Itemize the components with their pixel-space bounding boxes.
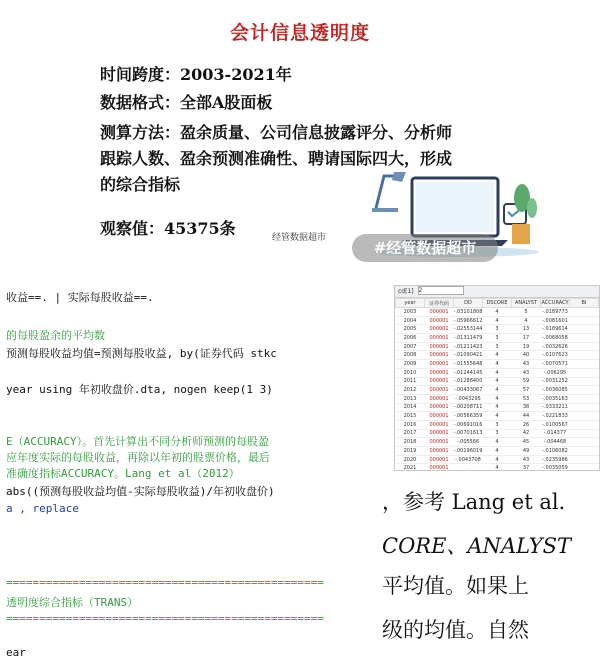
table-cell[interactable]: -.0035163 bbox=[542, 395, 568, 402]
table-cell[interactable] bbox=[570, 368, 599, 377]
code-line: 预测每股收益均值=预测每股收益, by(证券代码 stkc bbox=[6, 347, 277, 360]
paper-line: 平均值。如果上 bbox=[382, 574, 529, 598]
table-cell[interactable]: -.01288400 bbox=[453, 378, 483, 385]
table-cell[interactable]: 19 bbox=[512, 342, 541, 351]
obs-row bbox=[100, 216, 236, 242]
table-cell[interactable]: 3 bbox=[483, 429, 512, 438]
method-value-line2: 跟踪人数、盈余预测准确性、聘请国际四大，形成 bbox=[100, 149, 453, 168]
period-row bbox=[100, 62, 292, 88]
code-comment: 的每股盈余的平均数 bbox=[6, 329, 105, 342]
table-cell[interactable] bbox=[570, 386, 599, 395]
table-cell[interactable]: 59 bbox=[512, 377, 541, 386]
table-cell[interactable]: 40 bbox=[512, 351, 541, 360]
watermark-pill: #经管数据超市 bbox=[352, 234, 498, 262]
table-cell[interactable]: 2013 bbox=[396, 394, 425, 403]
table-cell[interactable]: 4 bbox=[483, 308, 512, 317]
method-value-line1: 盈余质量、公司信息披露评分、分析师 bbox=[180, 123, 453, 142]
table-cell[interactable] bbox=[570, 342, 599, 351]
table-row[interactable] bbox=[396, 420, 599, 429]
table-cell[interactable]: 000001 bbox=[425, 308, 454, 317]
table-cell[interactable]: 37 bbox=[512, 464, 541, 471]
table-cell[interactable]: -.00433067 bbox=[453, 387, 483, 394]
table-row[interactable] bbox=[396, 429, 599, 438]
table-cell[interactable]: 26 bbox=[512, 420, 541, 429]
grid-cell-ref: cd[1] bbox=[398, 288, 414, 295]
table-row[interactable] bbox=[396, 455, 599, 464]
table-cell[interactable]: -.0107623 bbox=[542, 352, 568, 359]
table-cell[interactable]: 2012 bbox=[396, 386, 425, 395]
table-cell[interactable]: 2021 bbox=[396, 464, 425, 471]
table-cell[interactable]: 4 bbox=[483, 316, 512, 325]
table-cell[interactable]: 000001 bbox=[425, 420, 454, 429]
table-cell[interactable]: 17 bbox=[512, 334, 541, 343]
column-header[interactable]: 证券代码 bbox=[425, 299, 454, 308]
table-cell[interactable]: 57 bbox=[512, 386, 541, 395]
table-row[interactable] bbox=[396, 325, 599, 334]
table-cell[interactable]: -.01211423 bbox=[453, 343, 483, 350]
table-row[interactable] bbox=[396, 394, 599, 403]
table-row[interactable] bbox=[396, 377, 599, 386]
table-cell[interactable]: 3 bbox=[483, 420, 512, 429]
grid-command-bar bbox=[395, 286, 599, 298]
table-cell[interactable]: -.006295 bbox=[541, 368, 570, 377]
table-cell[interactable]: -.0189614 bbox=[542, 326, 568, 333]
table-cell[interactable]: 4 bbox=[483, 386, 512, 395]
table-cell[interactable]: -.02553144 bbox=[453, 326, 483, 333]
table-cell[interactable]: -.0221833 bbox=[542, 413, 568, 420]
table-cell[interactable]: -.0081601 bbox=[542, 317, 568, 324]
table-row[interactable] bbox=[396, 447, 599, 456]
table-cell[interactable]: 4 bbox=[483, 351, 512, 360]
table-cell[interactable]: 3 bbox=[483, 334, 512, 343]
table-cell[interactable] bbox=[570, 412, 599, 421]
table-cell[interactable]: 000001 bbox=[425, 403, 454, 412]
table-cell[interactable]: -.0070571 bbox=[542, 360, 568, 367]
period-value: 2003-2021年 bbox=[180, 65, 292, 84]
table-cell[interactable]: -.0068058 bbox=[542, 334, 568, 341]
table-cell[interactable]: 2008 bbox=[396, 351, 425, 360]
table-cell[interactable]: 000001 bbox=[425, 412, 454, 421]
grid-cell-input[interactable]: 2 bbox=[418, 286, 464, 295]
paper-line: ，参考 Lang et al. bbox=[382, 490, 566, 514]
table-cell[interactable] bbox=[570, 394, 599, 403]
table-cell[interactable]: -.014377 bbox=[541, 429, 570, 438]
obs-value: 45375条 bbox=[164, 219, 236, 238]
table-cell[interactable]: -.0035059 bbox=[542, 465, 568, 471]
table-cell[interactable]: -.0043295 bbox=[455, 395, 481, 402]
table-cell[interactable]: 42 bbox=[512, 429, 541, 438]
code-line: a , replace bbox=[6, 502, 79, 515]
code-comment: 应年度实际的每股收益，再除以年初的股票价格，最后 bbox=[6, 451, 270, 464]
table-row[interactable] bbox=[396, 334, 599, 343]
table-cell[interactable]: 000001 bbox=[425, 438, 454, 447]
data-table bbox=[395, 298, 599, 471]
table-cell[interactable] bbox=[570, 438, 599, 447]
table-cell[interactable] bbox=[570, 429, 599, 438]
table-cell[interactable]: 53 bbox=[512, 394, 541, 403]
table-cell[interactable]: 2014 bbox=[396, 403, 425, 412]
table-row[interactable] bbox=[396, 342, 599, 351]
format-row bbox=[100, 90, 272, 116]
table-cell[interactable]: 2003 bbox=[396, 308, 425, 317]
table-row[interactable] bbox=[396, 316, 599, 325]
paper-line: 级的均值。自然 bbox=[382, 618, 529, 642]
method-value-line3: 的综合指标 bbox=[100, 175, 181, 194]
table-cell[interactable]: -.0100567 bbox=[542, 421, 568, 428]
table-cell[interactable]: 2005 bbox=[396, 325, 425, 334]
table-cell[interactable]: 4 bbox=[483, 360, 512, 369]
table-cell[interactable]: 43 bbox=[512, 455, 541, 464]
column-header[interactable]: ACCURACY bbox=[541, 300, 569, 306]
table-cell[interactable]: 4 bbox=[483, 394, 512, 403]
code-comment: 准确度指标ACCURACY。Lang et al（2012） bbox=[6, 467, 240, 480]
table-cell[interactable]: -.0189773 bbox=[542, 308, 568, 315]
table-cell[interactable]: 4 bbox=[512, 316, 541, 325]
code-editor-panel bbox=[0, 283, 392, 523]
slide-panel bbox=[0, 0, 600, 280]
table-cell[interactable]: 2011 bbox=[396, 377, 425, 386]
table-cell[interactable]: 2019 bbox=[396, 447, 425, 456]
table-cell[interactable]: 38 bbox=[512, 403, 541, 412]
code-comment: 透明度综合指标（TRANS） bbox=[6, 596, 139, 609]
table-cell[interactable]: -.01090421 bbox=[453, 352, 483, 359]
table-cell[interactable]: 000001 bbox=[425, 394, 454, 403]
period-label: 时间跨度： bbox=[100, 65, 181, 84]
table-cell[interactable]: 43 bbox=[512, 360, 541, 369]
table-cell[interactable]: 4 bbox=[483, 438, 512, 447]
table-cell[interactable]: -.0031252 bbox=[542, 378, 568, 385]
code-line: ear bbox=[6, 646, 26, 659]
column-header[interactable]: year bbox=[396, 299, 425, 308]
table-cell[interactable]: 2007 bbox=[396, 342, 425, 351]
table-cell[interactable]: -.05966612 bbox=[453, 317, 483, 324]
table-row[interactable] bbox=[396, 368, 599, 377]
table-cell[interactable]: 000001 bbox=[425, 342, 454, 351]
table-cell[interactable]: 000001 bbox=[425, 351, 454, 360]
table-cell[interactable]: -.0235986 bbox=[542, 456, 568, 463]
table-cell[interactable]: 4 bbox=[483, 403, 512, 412]
table-cell[interactable]: 000001 bbox=[425, 464, 454, 471]
table-row[interactable] bbox=[396, 360, 599, 369]
table-cell[interactable]: 3 bbox=[483, 342, 512, 351]
table-cell[interactable]: 13 bbox=[512, 325, 541, 334]
slide-title: 会计信息透明度 bbox=[229, 22, 370, 44]
table-cell[interactable]: 4 bbox=[483, 377, 512, 386]
table-row[interactable] bbox=[396, 412, 599, 421]
table-cell[interactable]: 2009 bbox=[396, 360, 425, 369]
table-cell[interactable]: -.004468 bbox=[541, 438, 570, 447]
table-cell[interactable]: 000001 bbox=[425, 455, 454, 464]
table-cell[interactable]: -.00701613 bbox=[453, 430, 483, 437]
table-cell[interactable]: -.00691016 bbox=[453, 421, 483, 428]
table-cell[interactable] bbox=[570, 377, 599, 386]
table-row[interactable] bbox=[396, 308, 599, 317]
format-value: 全部A股面板 bbox=[180, 93, 273, 112]
table-cell[interactable]: 000001 bbox=[425, 334, 454, 343]
code-comment: E（ACCURACY）。首先计算出不同分析师预测的每股盈 bbox=[6, 435, 270, 448]
table-cell[interactable]: 44 bbox=[512, 412, 541, 421]
table-cell[interactable]: 4 bbox=[483, 368, 512, 377]
table-cell[interactable] bbox=[570, 403, 599, 412]
table-cell[interactable]: 000001 bbox=[425, 316, 454, 325]
table-cell[interactable] bbox=[570, 351, 599, 360]
table-row[interactable] bbox=[396, 403, 599, 412]
table-cell[interactable]: -.0043708 bbox=[455, 456, 481, 463]
table-cell[interactable]: 000001 bbox=[425, 386, 454, 395]
obs-label: 观察值： bbox=[100, 219, 165, 238]
column-header[interactable]: DSCORE bbox=[483, 299, 512, 308]
table-cell[interactable]: -.03101808 bbox=[453, 308, 483, 315]
table-cell[interactable] bbox=[570, 420, 599, 429]
table-row[interactable] bbox=[396, 386, 599, 395]
method-label: 测算方法： bbox=[100, 123, 181, 142]
table-cell[interactable]: 2010 bbox=[396, 368, 425, 377]
table-cell[interactable]: -.0036085 bbox=[542, 387, 568, 394]
table-cell[interactable] bbox=[570, 316, 599, 325]
table-cell[interactable]: 2017 bbox=[396, 429, 425, 438]
table-row[interactable] bbox=[396, 351, 599, 360]
table-cell[interactable]: -.01244145 bbox=[453, 369, 483, 376]
table-cell[interactable]: . bbox=[454, 464, 483, 471]
table-cell[interactable] bbox=[570, 464, 599, 471]
watermark-small: 经管数据超市 bbox=[272, 233, 327, 243]
table-cell[interactable] bbox=[570, 455, 599, 464]
table-cell[interactable]: 3 bbox=[483, 325, 512, 334]
code-line: 收益==. | 实际每股收益==. bbox=[6, 291, 154, 304]
table-cell[interactable]: 2004 bbox=[396, 316, 425, 325]
table-cell[interactable]: 4 bbox=[483, 464, 512, 471]
table-cell[interactable]: -.0333211 bbox=[542, 404, 568, 411]
table-cell[interactable] bbox=[570, 325, 599, 334]
table-cell[interactable] bbox=[570, 360, 599, 369]
table-cell[interactable]: 000001 bbox=[425, 429, 454, 438]
table-cell[interactable]: 2020 bbox=[396, 455, 425, 464]
table-cell[interactable]: 2006 bbox=[396, 334, 425, 343]
paper-line: CORE、ANALYST bbox=[382, 534, 571, 558]
table-cell[interactable]: -.0032626 bbox=[542, 343, 568, 350]
table-cell[interactable]: -.01555648 bbox=[453, 360, 483, 367]
column-header[interactable]: BI bbox=[570, 299, 599, 308]
table-cell[interactable]: 2016 bbox=[396, 420, 425, 429]
table-cell[interactable]: -.005566 bbox=[454, 438, 483, 447]
format-label: 数据格式： bbox=[100, 93, 181, 112]
table-cell[interactable]: 5 bbox=[512, 308, 541, 317]
table-cell[interactable] bbox=[570, 308, 599, 317]
table-cell[interactable] bbox=[570, 447, 599, 456]
table-cell[interactable]: 000001 bbox=[425, 325, 454, 334]
code-rule: ================================================ bbox=[6, 576, 324, 589]
table-cell[interactable]: 4 bbox=[483, 412, 512, 421]
table-cell[interactable]: 2015 bbox=[396, 412, 425, 421]
table-cell[interactable]: 000001 bbox=[425, 447, 454, 456]
table-cell[interactable] bbox=[570, 334, 599, 343]
table-cell[interactable]: -.0106082 bbox=[542, 447, 568, 454]
table-cell[interactable]: 2018 bbox=[396, 438, 425, 447]
table-cell[interactable]: 43 bbox=[512, 368, 541, 377]
table-cell[interactable]: 45 bbox=[512, 438, 541, 447]
table-cell[interactable]: -.00566359 bbox=[453, 413, 483, 420]
column-header[interactable]: DD bbox=[454, 299, 483, 308]
code-editor-lower bbox=[0, 524, 376, 663]
table-row[interactable] bbox=[396, 438, 599, 447]
table-cell[interactable]: -.00208711 bbox=[453, 404, 483, 411]
paper-excerpt bbox=[376, 478, 600, 663]
table-cell[interactable]: 49 bbox=[512, 447, 541, 456]
table-cell[interactable]: 000001 bbox=[425, 360, 454, 369]
code-line: abs((预测每股收益均值-实际每股收益)/年初收盘价) bbox=[6, 485, 275, 498]
table-cell[interactable]: -.01311479 bbox=[453, 334, 483, 341]
table-cell[interactable]: 4 bbox=[483, 455, 512, 464]
code-rule: ================================================ bbox=[6, 612, 324, 625]
table-cell[interactable]: 000001 bbox=[425, 377, 454, 386]
table-cell[interactable]: 000001 bbox=[425, 368, 454, 377]
data-browser-grid bbox=[394, 285, 600, 471]
column-header[interactable]: ANALYST bbox=[512, 299, 541, 308]
table-cell[interactable]: -.00196019 bbox=[453, 447, 483, 454]
table-row[interactable] bbox=[396, 464, 599, 471]
table-cell[interactable]: 4 bbox=[483, 447, 512, 456]
code-line: year using 年初收盘价.dta, nogen keep(1 3) bbox=[6, 383, 273, 396]
